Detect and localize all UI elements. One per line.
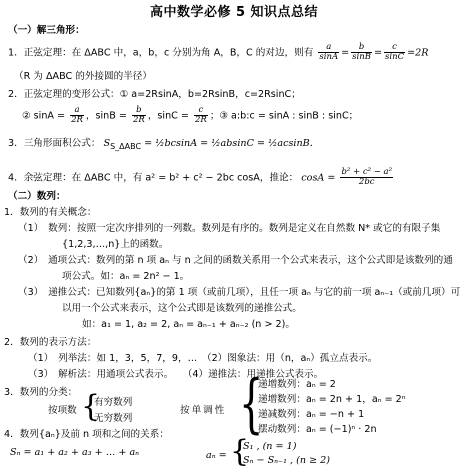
denominator: sinA [319,52,339,62]
denominator: 2bc [358,177,375,187]
law-of-cosines-text: 4．余弦定理：在 ΔABC 中，有 a² = b² + c² − 2bc cosA，推论： [8,172,299,184]
equals-2r: =2R [407,47,429,59]
an-case-2: Sₙ − Sₙ₋₁ , (n ≥ 2) [243,455,331,466]
monotone-item-3: 递减数列：aₙ = −n + 1 [258,409,365,420]
an-case-label: aₙ = [206,450,227,461]
monotone-item-2: 递增数列：aₙ = 2n + 1，aₙ = 2ⁿ [258,394,406,405]
by-monotonicity-label: 按单调性 [180,405,227,416]
monotone-item-4: 摆动数列：aₙ = (−1)ⁿ · 2n [258,424,377,435]
area-formula-expression: = ½bcsinA = ½absinC = ½acsinB． [144,138,320,149]
ratio-formula: ；③ a:b:c = sinA : sinB : sinC； [209,110,359,122]
recursive-formula-example: 如：a₁ = 1, a₂ = 2, aₙ = aₙ₋₁ + aₙ₋₂ (n > 2)。 [82,319,295,330]
fraction [194,106,208,125]
denominator: sinB [352,52,371,62]
fraction [384,43,405,62]
area-subscript: S_ΔABC [110,142,142,151]
representation-methods-line1: （1） 列举法：如 1，3，5，7，9，… （2）图象法：用（n，aₙ）孤立点表示。 [28,353,378,364]
sin-b-label: ，sinB = [85,110,127,122]
section-heading-sequences: （二）数列： [8,191,66,202]
denominator: 2R [133,115,145,125]
recursive-formula-line1: （3） 递推公式：已知数列{aₙ}的第 1 项（或前几项），且任一项 aₙ 与它的前一项 aₙ₋₁（或前几项）可 [18,287,461,298]
law-of-sines: 1．正弦定理：在 ΔABC 中，a，b，c 分别为角 A，B，C 的对边，则有 $\frac{a}{\sin A}$ = $\frac{b}{\sin B}$ = $\frac{c}{\sin C}$ =2R [8,42,429,62]
monotone-item-1: 递增数列：aₙ = 2 [258,379,336,390]
sequence-concepts-heading: 1．数列的有关概念： [4,207,97,218]
recursive-formula-line2: 以用一个公式来表示，这个公式即是该数列的递推公式。 [62,303,302,314]
finite-sequence: 有穷数列 [94,397,133,408]
numerator: a [318,43,339,53]
representation-methods-heading: 2．数列的表示方法： [4,337,97,348]
left-brace: { [230,434,250,469]
denominator: 2R [71,115,83,125]
sequence-definition-line1: （1） 数列：按照一定次序排列的一列数。数列是有序的。数列是定义在自然数 N* 或它的有限子集 [18,223,441,234]
numerator: b² + c² − a² [341,167,392,177]
section-heading-triangles: （一）解三角形： [8,25,85,36]
fraction [70,106,84,125]
infinite-sequence: 无穷数列 [94,413,133,424]
numerator: c [384,43,405,53]
document-title: 高中数学必修 5 知识点总结 [149,5,319,20]
general-term-line1: （2） 通项公式：数列的第 n 项 aₙ 与 n 之间的函数关系用一个公式来表示，这个公式即是该数列的通 [18,255,453,266]
partial-sum-heading: 4．数列{aₙ}及前 n 项和之间的关系： [4,429,169,440]
representation-methods-line2: （3） 解析法：用通项公式表示。 （4）递推法：用递推公式表示。 [28,369,324,380]
an-case-1: S₁ , (n = 1) [243,441,297,452]
circumradius-note: （R 为 ΔABC 的外接圆的半径） [14,71,152,82]
denominator: sinC [385,52,405,62]
partial-sum-formula: Sₙ = a₁ + a₂ + a₃ + … + aₙ [10,447,140,458]
law-of-sines-variants: 2．正弦定理的变形公式：① a=2RsinA，b=2RsinB，c=2RsinC； [8,89,301,100]
sin-c-label: ，sinC = [147,110,189,122]
law-of-cosines [8,168,395,187]
general-term-line2: 项公式。如：aₙ = 2n² − 1。 [62,271,190,282]
fraction [132,106,146,125]
cos-a-label: cosA = [301,172,336,184]
left-brace: { [239,367,264,441]
numerator: a [70,106,84,116]
sequence-definition-line2: {1,2,3,…,n}上的函数。 [62,239,169,250]
numerator: c [194,106,208,116]
sin-a-label: ② sinA = [22,110,66,122]
by-count-label: 按项数 [48,405,77,416]
fraction [318,43,339,62]
law-of-sines-text: 1．正弦定理：在 ΔABC 中，a，b，c 分别为角 A，B，C 的对边，则有 [8,47,314,59]
left-brace: { [81,389,101,424]
fraction [340,168,393,187]
numerator: b [132,106,146,116]
law-of-sines-variant-2 [22,106,358,125]
area-formula-label: 3．三角形面积公式： [8,138,101,149]
triangle-area-formula: 3．三角形面积公式： $S_{S\_\Delta ABC}$ = ½bcsinA = ½absinC = ½acsinB． [8,138,320,151]
denominator: 2R [195,115,207,125]
numerator: b [351,43,372,53]
classification-heading: 3．数列的分类： [4,387,78,398]
fraction [351,43,372,62]
